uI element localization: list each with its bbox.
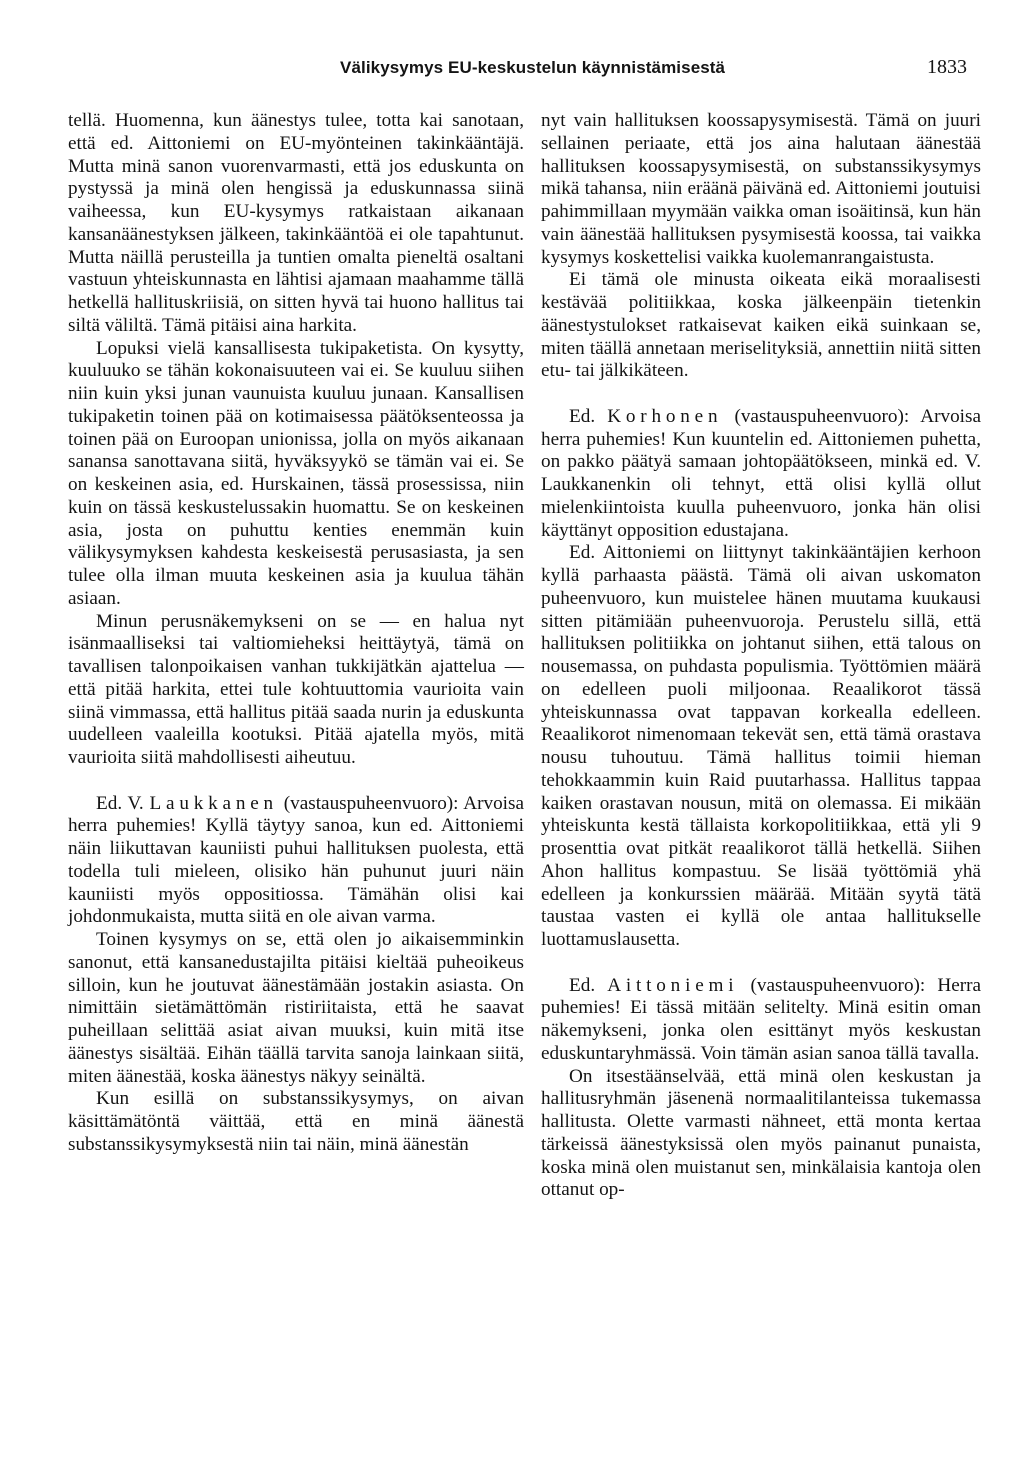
speaker-name: Aittoniemi <box>607 974 739 996</box>
page-number: 1833 <box>927 56 967 78</box>
left-column <box>68 110 524 1157</box>
paragraph: nyt vain hallituksen koossapysymisestä. Tämä on juuri sellainen periaate, että jos aina halutaan äänestää hallituksen koossapysymisestä, on substanssikysymys mikä tahansa, niin eräänä päivänä ed. Aittoniemi joutuisi pahimmillaan myymään vaikka oman isoäitinsä, kun hän vain äänestää hallituksen pysymisestä koossa, tai vaikka kysymys koskettelisi vaikka kuolemanrangaistusta. <box>541 110 981 268</box>
paragraph: On itsestäänselvää, että minä olen keskustan ja hallitusryhmän jäsenenä normaalitilanteissa tukemassa hallitusta. Olette varmasti nähneet, että monta kertaa tärkeissä äänestyksissä olen myös painanut punaista, koska minä olen muistanut sen, minkälaisia kantoja olen ottanut op- <box>541 1065 981 1201</box>
speech-paragraph <box>68 793 524 930</box>
speech-separator <box>541 952 981 975</box>
speech-separator <box>68 770 524 793</box>
speaker-name: Korhonen <box>607 405 723 427</box>
paragraph: Toinen kysymys on se, että olen jo aikaisemminkin sanonut, että kansanedustajilta pitäisi kieltää puheoikeus silloin, kun he joutuvat äänestämään jostakin asiasta. On nimittäin sietämättömän ristiriitaista, että he saavat puheillaan selittää asiat aivan muuksi, kuin mitä itse äänestys sisältää. Eihän täällä tarvita sanoja lainkaan siitä, miten äänestää, koska äänestys näkyy seinältä. <box>68 929 524 1087</box>
speaker-name: Laukkanen <box>149 792 278 814</box>
right-column <box>541 110 981 1202</box>
speech-text: (vastauspuheenvuoro): Arvoisa herra puhemies! Kyllä täytyy sanoa, kun ed. Aittoniemi näin liikuttavan kauniisti puhui hallituksen puolesta, että todella tuli mieleen, olisiko hän puhunut juuri näin kauniisti myös oppositiossa. Tämähän olisi kai johdonmukaista, mutta siitä en ole aivan varma. <box>68 792 524 928</box>
paragraph: Ed. Aittoniemi on liittynyt takinkääntäjien kerhoon kyllä parhaasta päästä. Tämä oli aivan uskomaton puheenvuoro, kun muistelee hänen muutama kuukausi sitten pitämiään puheenvuoroja. Perustelu sillä, että hallituksen politiikka on johtanut siihen, että talous on nousemassa, on puhdasta populismia. Työttömien määrä on edelleen puoli miljoonaa. Reaalikorot tässä yhteiskunnassa ovat tappavan korkealla edelleen. Reaalikorot nimenomaan tekevät sen, että tämä orastava nousu tuhoutuu. Tämä hallitus toimii hieman tehokkaammin kuin Raid puutarhassa. Hallitus tappaa kaiken orastavan nousun, mitä on olemassa. Ei mikään yhteiskunta kestä tällaista korkopolitiikkaa, että yli 9 prosenttia ovat pitkät reaalikorot tällä hetkellä. Siihen Ahon hallitus kompastuu. Se lisää työttömiä yhä edelleen ja konkurssien määrää. Mitään syytä tätä taustaa vasten ei kyllä ole antaa hallitukselle luottamuslausetta. <box>541 542 981 950</box>
paragraph: Kun esillä on substanssikysymys, on aivan käsittämätöntä väittää, että en minä äänestä substanssikysymyksestä niin tai näin, minä äänestän <box>68 1088 524 1155</box>
page-header <box>0 58 1024 84</box>
speaker-prefix: Ed. <box>569 405 596 427</box>
paragraph: Minun perusnäkemykseni on se — en halua nyt isänmaalliseksi tai valtiomieheksi heittäytyä, tämä on tavallisen talonpoikaisen vanhan tukkijätkän ajattelua — että pitää harkita, ettei tule kohtuuttomia vaurioita vain siinä vimmassa, että hallitus pitää saada nurin ja eduskunta uudelleen vaaleilla kootuksi. Pitää ajatella myös, mitä vaurioita siitä mahdollisesti aiheutuu. <box>68 610 524 768</box>
speaker-prefix: Ed. V. <box>96 792 144 814</box>
speech-paragraph <box>541 406 981 543</box>
speech-separator <box>541 383 981 406</box>
speech-text: (vastauspuheenvuoro): Herra puhemies! Ei tässä mitään selitelty. Minä esitin oman näkemykseni, jonka olen esittänyt myös keskustan eduskuntaryhmässä. Voin tämän asian sanoa tällä tavalla. <box>541 974 982 1064</box>
speaker-prefix: Ed. <box>569 974 596 996</box>
running-title: Välikysymys EU-keskustelun käynnistämisestä <box>340 58 726 77</box>
speech-paragraph <box>541 975 981 1066</box>
paragraph: Ei tämä ole minusta oikeata eikä moraalisesti kestävää politiikkaa, koska jälkeenpäin tietenkin äänestystulokset ratkaisevat kaiken eikä suinkaan se, miten täällä annetaan meriselityksiä, annettiin niitä sitten etu- tai jälkikäteen. <box>541 269 981 382</box>
paragraph: tellä. Huomenna, kun äänestys tulee, totta kai sanotaan, että ed. Aittoniemi on EU-myönteinen takinkääntäjä. Mutta minä sanon vuorenvarmasti, että jos eduskunta on pystyssä ja minä olen hengissä ja eduskunnassa siinä vaiheessa, kun EU-kysymys ratkaistaan aikanaan kansanäänestyksen jälkeen, takinkääntöä ei ole tapahtunut. Mutta näillä perusteilla ja tuntien omalta pieneltä osaltani vastuun yhteiskunnasta en lähtisi ajamaan maahamme tällä hetkellä hallituskriisiä, on sitten hyvä tai huono hallitus tai siltä väliltä. Tämä pitäisi aina harkita. <box>68 110 524 336</box>
speech-text: (vastauspuheenvuoro): Arvoisa herra puhemies! Kun kuuntelin ed. Aittoniemen puhetta, on pakko päätyä samaan johtopäätökseen, minkä ed. V. Laukkanenkin oli tehnyt, että olisi kyllä ollut mielenkiintoista kuulla puheenvuoro, jonka hän olisi käyttänyt opposition edustajana. <box>541 405 981 541</box>
paragraph: Lopuksi vielä kansallisesta tukipaketista. On kysytty, kuuluuko se tähän kokonaisuuteen vai ei. Se kuuluu siihen niin kuin yksi junan vaunuista kuuluu junaan. Kansallisen tukipaketin toinen pää on kotimaisessa päätöksenteossa ja toinen pää on Euroopan unionissa, jolla on myös aikanaan sanansa sanottavana siitä, hyväksyykö se tämän vai ei. Se on keskeinen asia, ed. Hurskainen, tässä prosessissa, niin kuin on tässä keskustelussakin huomattu. Se on keskeinen asia, josta on puhuttu kenties enemmän kuin välikysymyksen kahdesta keskeisestä perusasiasta, ja sen tulee olla ilman muuta keskeinen asia ja kuulua tähän asiaan. <box>68 337 524 609</box>
